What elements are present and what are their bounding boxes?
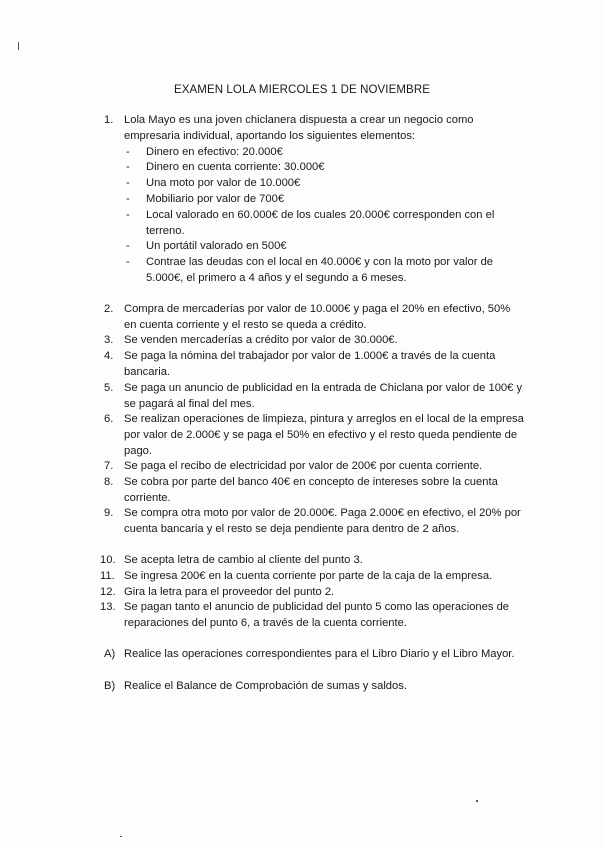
question-11 xyxy=(100,569,524,585)
question-text: Se venden mercaderías a crédito por valor de 30.000€. xyxy=(124,334,398,346)
contributed-elements-list xyxy=(126,145,524,287)
scan-mark xyxy=(120,836,122,837)
question-7 xyxy=(104,459,524,475)
question-1 xyxy=(104,113,524,287)
question-10 xyxy=(100,553,524,569)
list-item: - Una moto por valor de 10.000€ xyxy=(126,177,301,190)
question-1-intro: Lola Mayo es una joven chiclanera dispuesta a crear un negocio como empresaria individual, aportando los siguientes elementos: xyxy=(124,114,474,142)
question-text: Se realizan operaciones de limpieza, pintura y arreglos en el local de la empresa por valor de 2.000€ y se paga el 50% en efectivo y el resto queda pendiente de pago. xyxy=(124,413,524,457)
question-text: Se acepta letra de cambio al cliente del punto 3. xyxy=(124,554,363,566)
question-text: Se paga el recibo de electricidad por valor de 200€ por cuenta corriente. xyxy=(124,460,483,472)
question-13 xyxy=(100,600,524,632)
list-item: - Contrae las deudas con el local en 40.000€ y con la moto por valor de 5.000€, el primero a 4 años y el segundo a 6 meses. xyxy=(126,256,494,284)
question-number: 6. xyxy=(104,413,114,425)
question-number: 1. xyxy=(104,114,114,126)
question-number: 12. xyxy=(100,586,116,598)
question-8 xyxy=(104,475,524,507)
question-6 xyxy=(104,412,524,459)
question-12 xyxy=(100,585,524,601)
question-text: Se cobra por parte del banco 40€ en concepto de intereses sobre la cuenta corriente. xyxy=(124,476,498,504)
question-9 xyxy=(104,506,524,538)
list-item: - Dinero en efectivo: 20.000€ xyxy=(126,145,283,158)
task-letter: A) xyxy=(104,648,116,660)
list-item: - Un portátil valorado en 500€ xyxy=(126,240,287,253)
question-number: 3. xyxy=(104,334,114,346)
question-5 xyxy=(104,381,524,413)
question-text: Compra de mercaderías por valor de 10.000€ y paga el 20% en efectivo, 50% en cuenta corriente y el resto se queda a crédito. xyxy=(124,303,511,331)
list-item: - Local valorado en 60.000€ de los cuales 20.000€ corresponden con el terreno. xyxy=(126,208,495,237)
scan-mark xyxy=(18,42,19,50)
task-letter: B) xyxy=(104,680,116,692)
question-number: 7. xyxy=(104,460,114,472)
question-text: Se paga la nómina del trabajador por valor de 1.000€ a través de la cuenta bancaria. xyxy=(124,350,496,378)
question-number: 2. xyxy=(104,303,114,315)
question-number: 10. xyxy=(100,554,116,566)
task-text: Realice las operaciones correspondientes para el Libro Diario y el Libro Mayor. xyxy=(124,648,515,660)
question-text: Se ingresa 200€ en la cuenta corriente por parte de la caja de la empresa. xyxy=(124,570,493,582)
question-3 xyxy=(104,333,524,349)
list-item: - Dinero en cuenta corriente: 30.000€ xyxy=(126,161,325,174)
question-4 xyxy=(104,349,524,381)
question-text: Se pagan tanto el anuncio de publicidad del punto 5 como las operaciones de reparaciones del punto 6, a través de la cuenta corriente. xyxy=(124,601,510,629)
question-text: Se paga un anuncio de publicidad en la entrada de Chiclana por valor de 100€ y se pagará al final del mes. xyxy=(124,382,523,410)
task-text: Realice el Balance de Comprobación de sumas y saldos. xyxy=(124,680,407,692)
question-text: Gira la letra para el proveedor del punto 2. xyxy=(124,586,335,598)
scan-mark xyxy=(476,800,478,802)
question-text: Se compra otra moto por valor de 20.000€. Paga 2.000€ en efectivo, el 20% por cuenta bancaria y el resto se deja pendiente para dentro de 2 años. xyxy=(124,507,521,535)
question-number: 8. xyxy=(104,476,114,488)
question-number: 13. xyxy=(100,601,116,613)
list-item: - Mobiliario por valor de 700€ xyxy=(126,192,285,205)
question-number: 9. xyxy=(104,507,114,519)
question-number: 4. xyxy=(104,350,114,362)
question-number: 11. xyxy=(100,570,115,582)
question-2 xyxy=(104,302,524,334)
exam-title: EXAMEN LOLA MIERCOLES 1 DE NOVIEMBRE xyxy=(173,84,431,96)
question-number: 5. xyxy=(104,382,114,394)
